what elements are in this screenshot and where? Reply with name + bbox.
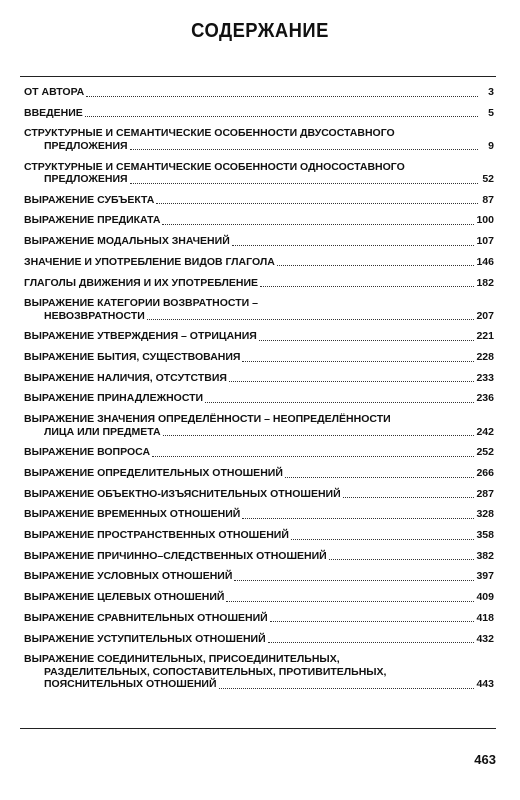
dot-leader <box>270 620 475 622</box>
dot-leader <box>219 687 475 689</box>
toc-entry-title-line: ПРЕДЛОЖЕНИЯ <box>44 173 128 186</box>
toc-entry-title-line: ВЫРАЖЕНИЕ ПРОСТРАНСТВЕННЫХ ОТНОШЕНИЙ <box>24 529 289 542</box>
toc-entry <box>24 413 494 438</box>
toc-entry-title-line: НЕВОЗВРАТНОСТИ <box>44 309 145 322</box>
toc-entry <box>24 508 494 521</box>
toc-entry-title-line: ВЫРАЖЕНИЕ УСТУПИТЕЛЬНЫХ ОТНОШЕНИЙ <box>24 632 266 645</box>
toc-entry <box>24 591 494 604</box>
page-number: 463 <box>474 752 496 767</box>
toc-entry-title-line: ВЫРАЖЕНИЕ СРАВНИТЕЛЬНЫХ ОТНОШЕНИЙ <box>24 611 268 624</box>
toc-entry <box>24 194 494 207</box>
toc-entry-title-line: ВЫРАЖЕНИЕ УТВЕРЖДЕНИЯ – ОТРИЦАНИЯ <box>24 330 257 343</box>
toc-entry-page: 233 <box>476 371 494 384</box>
toc-entry-title-line: ВЫРАЖЕНИЕ УСЛОВНЫХ ОТНОШЕНИЙ <box>24 570 233 583</box>
toc-entry-page: 266 <box>476 467 494 479</box>
dot-leader <box>285 476 475 478</box>
toc-entry-page: 87 <box>482 193 494 206</box>
dot-leader <box>205 401 474 403</box>
toc-entry <box>24 467 494 480</box>
toc-entry-page: 228 <box>476 351 494 364</box>
toc-entry-title-line: ОТ АВТОРА <box>24 86 85 98</box>
page-title: СОДЕРЖАНИЕ <box>191 20 329 42</box>
dot-leader <box>130 182 478 184</box>
toc-entry-title-line: ЗНАЧЕНИЕ И УПОТРЕБЛЕНИЕ ВИДОВ ГЛАГОЛА <box>24 255 275 268</box>
bottom-rule <box>20 728 496 729</box>
toc-entry <box>24 529 494 542</box>
toc-entry-title-line: ВЫРАЖЕНИЕ ЦЕЛЕВЫХ ОТНОШЕНИЙ <box>24 591 225 604</box>
toc-entry-title-line: ВЫРАЖЕНИЕ БЫТИЯ, СУЩЕСТВОВАНИЯ <box>24 351 241 364</box>
dot-leader <box>291 538 475 540</box>
dot-leader <box>163 434 475 436</box>
toc-entry <box>24 392 494 405</box>
dot-leader <box>259 339 475 341</box>
toc-entry-page: 432 <box>476 632 494 645</box>
dot-leader <box>156 202 478 204</box>
toc-entry-title-line: ВЫРАЖЕНИЕ КАТЕГОРИИ ВОЗВРАТНОСТИ – <box>24 297 258 310</box>
dot-leader <box>329 558 475 560</box>
toc-entry-page: 207 <box>476 309 494 322</box>
dot-leader <box>86 95 478 97</box>
toc-entry <box>24 214 494 227</box>
toc-entry-page: 221 <box>476 330 494 343</box>
toc-entry-title-line: ВЫРАЖЕНИЕ ОБЪЕКТНО-ИЗЪЯСНИТЕЛЬНЫХ ОТНОШЕНИЙ <box>24 487 341 500</box>
toc-entry-title-line: ВЫРАЖЕНИЕ ПРИНАДЛЕЖНОСТИ <box>24 392 204 405</box>
dot-leader <box>260 285 474 287</box>
toc-entry <box>24 550 494 563</box>
toc-entry-page: 100 <box>476 214 494 227</box>
toc-entry-title-line: ВЫРАЖЕНИЕ СУБЪЕКТА <box>24 193 155 206</box>
toc-entry <box>24 653 494 691</box>
dot-leader <box>343 496 475 498</box>
toc-entry <box>24 107 494 120</box>
toc-entry <box>24 330 494 343</box>
toc-entry <box>24 612 494 625</box>
dot-leader <box>242 360 474 362</box>
toc-entry-title-line: ВЫРАЖЕНИЕ ПРИЧИННО–СЛЕДСТВЕННЫХ ОТНОШЕНИЙ <box>24 549 327 562</box>
toc-entry-page: 5 <box>488 106 494 119</box>
toc-entry <box>24 570 494 583</box>
dot-leader <box>242 517 474 519</box>
toc-entry-page: 287 <box>476 487 494 500</box>
dot-leader <box>234 579 474 581</box>
toc-entry <box>24 488 494 501</box>
toc-entry-page: 182 <box>476 276 494 289</box>
toc-entry-page: 52 <box>482 173 494 186</box>
toc-entry <box>24 297 494 322</box>
top-rule <box>20 76 496 77</box>
toc-entry-title-line: ВЫРАЖЕНИЕ ОПРЕДЕЛИТЕЛЬНЫХ ОТНОШЕНИЙ <box>24 467 283 479</box>
toc-entry-page: 9 <box>488 139 494 152</box>
dot-leader <box>268 641 475 643</box>
toc-entry <box>24 633 494 646</box>
toc-entry-title-line: СТРУКТУРНЫЕ И СЕМАНТИЧЕСКИЕ ОСОБЕННОСТИ ДВУСОСТАВНОГО <box>24 127 395 140</box>
toc-entry <box>24 446 494 459</box>
toc-entry-page: 252 <box>476 446 494 459</box>
table-of-contents <box>24 86 494 699</box>
toc-entry-title-line: РАЗДЕЛИТЕЛЬНЫХ, СОПОСТАВИТЕЛЬНЫХ, ПРОТИВИТЕЛЬНЫХ, <box>44 665 387 678</box>
toc-entry-page: 358 <box>476 529 494 542</box>
toc-entry-page: 409 <box>476 591 494 604</box>
toc-entry <box>24 351 494 364</box>
dot-leader <box>147 318 475 320</box>
dot-leader <box>229 380 475 382</box>
toc-entry <box>24 127 494 152</box>
dot-leader <box>226 600 474 602</box>
toc-entry <box>24 161 494 186</box>
toc-entry-title-line: ВЫРАЖЕНИЕ ВРЕМЕННЫХ ОТНОШЕНИЙ <box>24 508 241 521</box>
toc-entry-title-line: СТРУКТУРНЫЕ И СЕМАНТИЧЕСКИЕ ОСОБЕННОСТИ ОДНОСОСТАВНОГО <box>24 160 405 173</box>
toc-entry-page: 328 <box>476 508 494 521</box>
toc-entry-page: 397 <box>476 570 494 583</box>
dot-leader <box>232 244 475 246</box>
toc-entry-title-line: ВЫРАЖЕНИЕ СОЕДИНИТЕЛЬНЫХ, ПРИСОЕДИНИТЕЛЬНЫХ, <box>24 653 340 666</box>
toc-entry-page: 443 <box>476 678 494 691</box>
toc-entry-title-line: ВЫРАЖЕНИЕ НАЛИЧИЯ, ОТСУТСТВИЯ <box>24 371 227 384</box>
dot-leader <box>277 264 475 266</box>
toc-entry <box>24 372 494 385</box>
toc-entry-page: 242 <box>476 425 494 438</box>
toc-entry <box>24 277 494 290</box>
toc-entry-title-line: ВВЕДЕНИЕ <box>24 106 83 119</box>
dot-leader <box>130 148 478 150</box>
toc-entry-title-line: ПРЕДЛОЖЕНИЯ <box>44 139 128 152</box>
toc-entry-page: 382 <box>476 549 494 562</box>
toc-entry <box>24 256 494 269</box>
toc-entry-page: 146 <box>476 255 494 268</box>
toc-entry-page: 236 <box>476 392 494 405</box>
toc-entry-page: 107 <box>476 235 494 248</box>
toc-entry <box>24 86 494 99</box>
dot-leader <box>85 115 478 117</box>
dot-leader <box>152 455 474 457</box>
toc-entry-page: 418 <box>476 611 494 624</box>
toc-entry-page: 3 <box>488 86 494 98</box>
toc-entry-title-line: ПОЯСНИТЕЛЬНЫХ ОТНОШЕНИЙ <box>44 678 217 691</box>
toc-entry-title-line: ВЫРАЖЕНИЕ МОДАЛЬНЫХ ЗНАЧЕНИЙ <box>24 235 230 248</box>
toc-entry <box>24 235 494 248</box>
toc-entry-title-line: ВЫРАЖЕНИЕ ВОПРОСА <box>24 446 151 459</box>
toc-entry-title-line: ВЫРАЖЕНИЕ ПРЕДИКАТА <box>24 214 161 227</box>
toc-entry-title-line: ЛИЦА ИЛИ ПРЕДМЕТА <box>44 425 161 438</box>
toc-entry-title-line: ГЛАГОЛЫ ДВИЖЕНИЯ И ИХ УПОТРЕБЛЕНИЕ <box>24 276 259 289</box>
toc-entry-title-line: ВЫРАЖЕНИЕ ЗНАЧЕНИЯ ОПРЕДЕЛЁННОСТИ – НЕОПРЕДЕЛЁННОСТИ <box>24 413 391 426</box>
dot-leader <box>162 223 474 225</box>
